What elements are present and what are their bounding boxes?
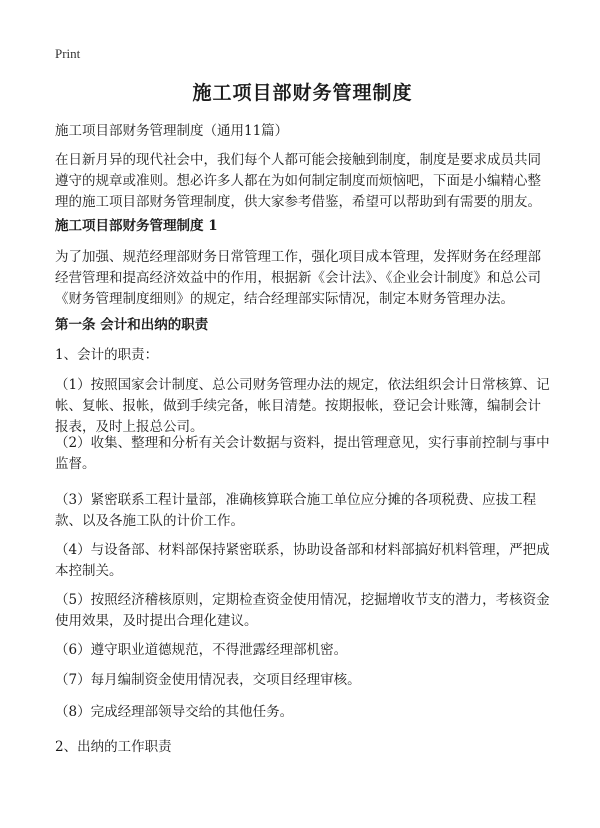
duty-item: （3）紧密联系工程计量部，准确核算联合施工单位应分摊的各项税费、应拔工程款、以及各施工队的计价工作。 xyxy=(55,492,537,529)
duty-item: （4）与设备部、材料部保持紧密联系，协助设备部和材料部搞好机料管理，严把成本控制关。 xyxy=(55,542,550,579)
duty-item: （1）按照国家会计制度、总公司财务管理办法的规定，依法组织会计日常核算、记帐、复帐、报帐，做到手续完备，帐目清楚。按期报帐，登记会计账簿，编制会计报表，及时上报总公司。 xyxy=(55,377,550,435)
duty-item: （8）完成经理部领导交给的其他任务。 xyxy=(55,704,294,720)
document-subtitle: 施工项目部财务管理制度（通用11篇） xyxy=(55,123,289,139)
duty-item: （2）收集、整理和分析有关会计数据与资料，提出管理意见，实行事前控制与事中监督。 xyxy=(55,435,550,472)
cashier-duties-heading: 2、出纳的工作职责 xyxy=(55,739,172,755)
intro-paragraph: 在日新月异的现代社会中，我们每个人都可能会接触到制度，制度是要求成员共同遵守的规章或准则。想必许多人都在为如何制定制度而烦恼吧，下面是小编精心整理的施工项目部财务管理制度，供大家参考借鉴，希望可以帮助到有需要的朋友。 xyxy=(55,152,541,210)
print-label: Print xyxy=(55,46,81,61)
section-heading: 施工项目部财务管理制度 1 xyxy=(55,218,218,234)
accountant-duties-heading: 1、会计的职责： xyxy=(55,347,159,363)
section-intro-paragraph: 为了加强、规范经理部财务日常管理工作，强化项目成本管理，发挥财务在经理部经营管理和提高经济效益中的作用，根据新《会计法》、《企业会计制度》和总公司《财务管理制度细则》的规定，结合经理部实际情况，制定本财务管理办法。 xyxy=(55,249,541,307)
duty-item: （7）每月编制资金使用情况表，交项目经理审核。 xyxy=(55,672,361,688)
duty-item: （6）遵守职业道德规范，不得泄露经理部机密。 xyxy=(55,642,348,658)
article-heading: 第一条 会计和出纳的职责 xyxy=(55,317,209,333)
duty-item: （5）按照经济稽核原则，定期检查资金使用情况，挖掘增收节支的潜力，考核资金使用效果，及时提出合理化建议。 xyxy=(55,592,550,629)
page-title: 施工项目部财务管理制度 xyxy=(192,82,413,104)
